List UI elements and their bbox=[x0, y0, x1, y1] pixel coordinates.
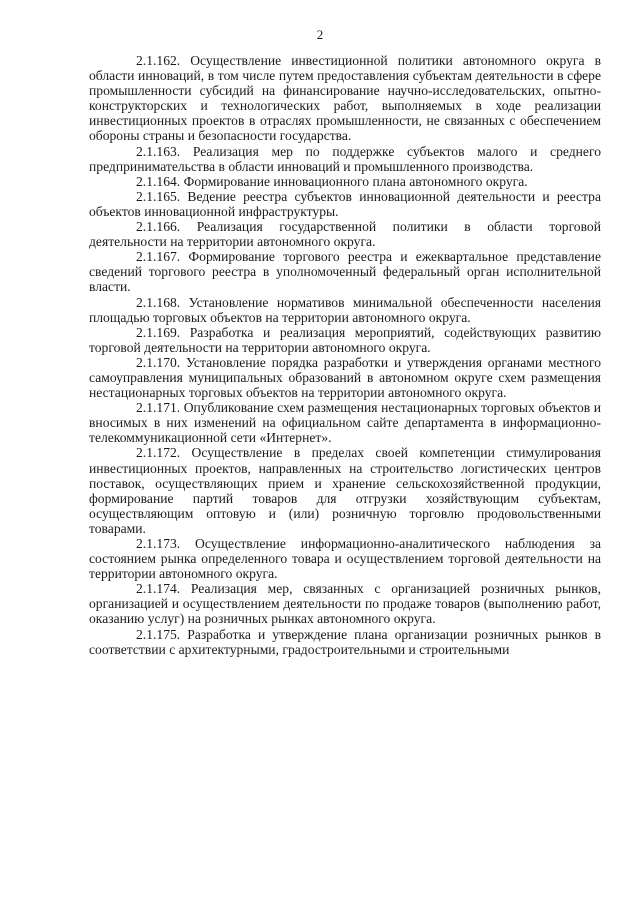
paragraph-2-1-165: 2.1.165. Ведение реестра субъектов инновационной деятельности и реестра объектов инновационной инфраструктуры. bbox=[89, 188, 601, 219]
paragraph-2-1-172: 2.1.172. Осуществление в пределах своей компетенции стимулирования инвестиционных проектов, направленных на строительство логистических центров поставок, осуществляющих прием и хранение сельскохозяйственной продукции, формирование партий товаров для отгрузки хозяйствующим субъектам, осуществляющим оптовую и (или) розничную торговлю продовольственными товарами. bbox=[89, 445, 601, 536]
paragraph-2-1-175: 2.1.175. Разработка и утверждение плана организации розничных рынков в соответствии с архитектурными, градостроительными и строительными bbox=[89, 626, 601, 657]
paragraph-2-1-170: 2.1.170. Установление порядка разработки и утверждения органами местного самоуправления муниципальных образований в автономном округе схем размещения нестационарных торговых объектов на территории автономного округа. bbox=[89, 354, 601, 401]
paragraph-2-1-169: 2.1.169. Разработка и реализация мероприятий, содействующих развитию торговой деятельности на территории автономного округа. bbox=[89, 324, 601, 355]
page-number: 2 bbox=[316, 27, 324, 42]
paragraph-2-1-171: 2.1.171. Опубликование схем размещения нестационарных торговых объектов и вносимых в них изменений на официальном сайте департамента в информационно-телекоммуникационной сети «Интернет». bbox=[89, 400, 601, 446]
paragraph-2-1-166: 2.1.166. Реализация государственной политики в области торговой деятельности на территории автономного округа. bbox=[89, 219, 601, 250]
paragraph-2-1-173: 2.1.173. Осуществление информационно-аналитического наблюдения за состоянием рынка определенного товара и осуществлением торговой деятельности на территории автономного округа. bbox=[89, 536, 601, 582]
paragraph-2-1-167: 2.1.167. Формирование торгового реестра и ежеквартальное представление сведений торгового реестра в уполномоченный федеральный орган исполнительной власти. bbox=[89, 249, 601, 295]
paragraph-2-1-162: 2.1.162. Осуществление инвестиционной политики автономного округа в области инноваций, в том числе путем предоставления субъектам деятельности в сфере промышленности субсидий на финансирование научно-исследовательских, опытно-конструкторских и технологических работ, выполняемых в ходе реализации инвестиционных проектов в отраслях промышленности, не связанных с обеспечением обороны страны и безопасности государства. bbox=[89, 53, 601, 144]
document-body bbox=[89, 53, 601, 657]
paragraph-2-1-163: 2.1.163. Реализация мер по поддержке субъектов малого и среднего предпринимательства в области инноваций и промышленного производства. bbox=[89, 143, 601, 174]
paragraph-2-1-174: 2.1.174. Реализация мер, связанных с организацией розничных рынков, организацией и осуществлением деятельности по продаже товаров (выполнению работ, оказанию услуг) на розничных рынках автономного округа. bbox=[89, 581, 601, 627]
paragraph-2-1-168: 2.1.168. Установление нормативов минимальной обеспеченности населения площадью торговых объектов на территории автономного округа. bbox=[89, 294, 601, 325]
paragraph-2-1-164: 2.1.164. Формирование инновационного плана автономного округа. bbox=[136, 173, 528, 189]
